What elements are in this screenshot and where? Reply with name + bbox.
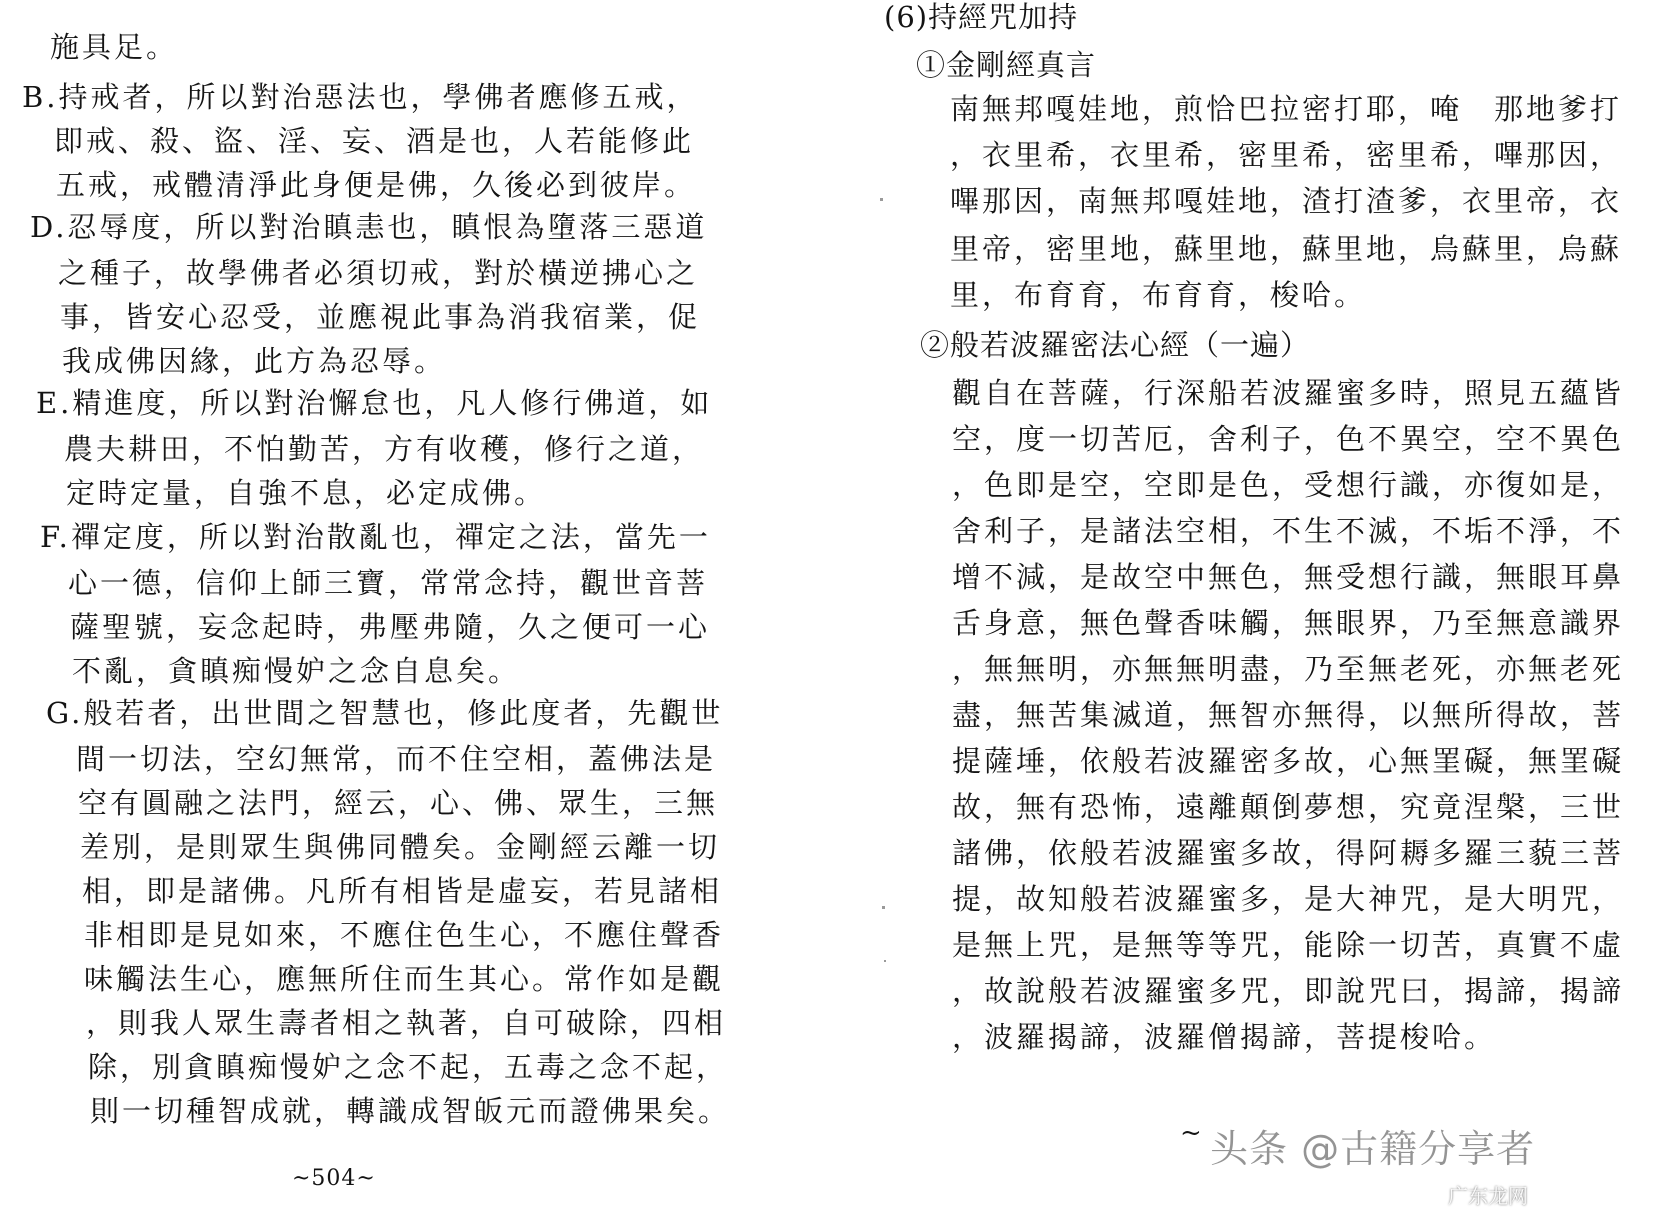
left-line-25: 則一切種智成就，轉識成智皈元而證佛果矣。	[90, 1094, 731, 1128]
sutra-line-1: 觀自在菩薩，行深船若波羅蜜多時，照見五蘊皆	[952, 376, 1625, 410]
sutra-line-3: ，色即是空，空即是色，受想行識，亦復如是，	[952, 468, 1625, 502]
left-line-9: E.精進度，所以對治懈怠也，凡人修行佛道，如	[36, 386, 713, 420]
watermark-site: 广东龙网	[1448, 1184, 1528, 1208]
left-line-17: 間一切法，空幻無常，而不住空相，蓋佛法是	[76, 742, 717, 776]
right-page	[884, 0, 1653, 1222]
left-line-13: 心一德，信仰上師三寶，常常念持，觀世音菩	[68, 566, 709, 600]
left-line-7: 事，皆安心忍受，並應視此事為消我宿業，促	[60, 300, 701, 334]
sutra-line-13: 是無上咒，是無等等咒，能除一切苦，真實不虛	[952, 928, 1625, 962]
scan-speck	[884, 960, 886, 962]
watermark-text: 头条 @古籍分享者	[1210, 1127, 1536, 1171]
left-line-23: ，則我人眾生壽者相之執著，自可破除，四相	[86, 1006, 727, 1040]
left-line-24: 除，別貪瞋痴慢妒之念不起，五毒之念不起，	[88, 1050, 729, 1084]
left-line-2: B.持戒者，所以對治惡法也，學佛者應修五戒，	[22, 80, 699, 114]
section-title: (6)持經咒加持	[884, 0, 1079, 34]
left-line-3: 即戒、殺、盜、淫、妄、酒是也，人若能修此	[54, 124, 695, 158]
left-line-15: 不亂，貪瞋痴慢妒之念自息矣。	[72, 654, 521, 688]
sutra-line-10: 故，無有恐怖，遠離顛倒夢想，究竟涅槃，三世	[952, 790, 1625, 824]
scan-speck	[880, 198, 883, 201]
sutra-line-12: 提，故知般若波羅蜜多，是大神咒，是大明咒，	[952, 882, 1625, 916]
mantra-line-3: 嗶那因，南無邦嘎娃地，渣打渣爹，衣里帝，衣	[950, 184, 1623, 218]
left-line-16: G.般若者，出世間之智慧也，修此度者，先觀世	[46, 696, 724, 730]
scan-speck	[882, 906, 885, 909]
mantra-line-1: 南無邦嘎娃地，煎恰巴拉密打耶，唵 那地爹打	[950, 92, 1623, 126]
left-line-1: 施具足。	[50, 30, 179, 64]
left-line-5: D.忍辱度，所以對治瞋恚也，瞋恨為墮落三惡道	[30, 210, 708, 244]
page-number: ~504~	[292, 1166, 376, 1191]
sutra-line-11: 諸佛，依般若波羅蜜多故，得阿耨多羅三藐三菩	[952, 836, 1625, 870]
left-line-12: F.禪定度，所以對治散亂也，禪定之法，當先一	[40, 520, 711, 554]
left-line-18: 空有圓融之法門，經云，心、佛、眾生，三無	[78, 786, 719, 820]
sutra-subtitle: ②般若波羅密法心經（一遍）	[920, 328, 1311, 362]
left-line-8: 我成佛因緣，此方為忍辱。	[62, 344, 447, 378]
sutra-line-4: 舍利子，是諸法空相，不生不滅，不垢不淨，不	[952, 514, 1625, 548]
sutra-line-15: ，波羅揭諦，波羅僧揭諦，菩提梭哈。	[952, 1020, 1497, 1054]
left-line-11: 定時定量，自強不息，必定成佛。	[66, 476, 547, 510]
left-line-4: 五戒，戒體清淨此身便是佛，久後必到彼岸。	[56, 168, 697, 202]
left-page	[0, 0, 731, 1222]
mantra-line-5: 里，布育育，布育育，梭哈。	[950, 278, 1367, 312]
left-line-6: 之種子，故學佛者必須切戒，對於橫逆拂心之	[58, 256, 699, 290]
sutra-line-7: ，無無明，亦無無明盡，乃至無老死，亦無老死	[952, 652, 1625, 686]
left-line-10: 農夫耕田，不怕勤苦，方有收穫，修行之道，	[64, 432, 705, 466]
left-line-20: 相，即是諸佛。凡所有相皆是虛妄，若見諸相	[82, 874, 723, 908]
sutra-line-5: 增不減，是故空中無色，無受想行識，無眼耳鼻	[952, 560, 1625, 594]
sutra-line-2: 空，度一切苦厄，舍利子，色不異空，空不異色	[952, 422, 1625, 456]
page-mark-tilde: ~	[1180, 1118, 1202, 1148]
left-line-21: 非相即是見如來，不應住色生心，不應住聲香	[84, 918, 725, 952]
mantra-line-2: ，衣里希，衣里希，密里希，密里希，嗶那因，	[950, 138, 1623, 172]
left-line-19: 差別，是則眾生與佛同體矣。金剛經云離一切	[80, 830, 721, 864]
left-line-14: 薩聖號，妄念起時，弗壓弗隨，久之便可一心	[70, 610, 711, 644]
sutra-line-9: 提薩埵，依般若波羅密多故，心無罣礙，無罣礙	[952, 744, 1625, 778]
left-line-22: 味觸法生心，應無所住而生其心。常作如是觀	[84, 962, 725, 996]
sutra-line-14: ，故說般若波羅蜜多咒，即說咒曰，揭諦，揭諦	[952, 974, 1625, 1008]
mantra-subtitle: ①金剛經真言	[916, 48, 1097, 82]
sutra-line-8: 盡，無苦集滅道，無智亦無得，以無所得故，菩	[952, 698, 1625, 732]
mantra-line-4: 里帝，密里地，蘇里地，蘇里地，烏蘇里，烏蘇	[950, 232, 1623, 266]
sutra-line-6: 舌身意，無色聲香味觸，無眼界，乃至無意識界	[952, 606, 1625, 640]
